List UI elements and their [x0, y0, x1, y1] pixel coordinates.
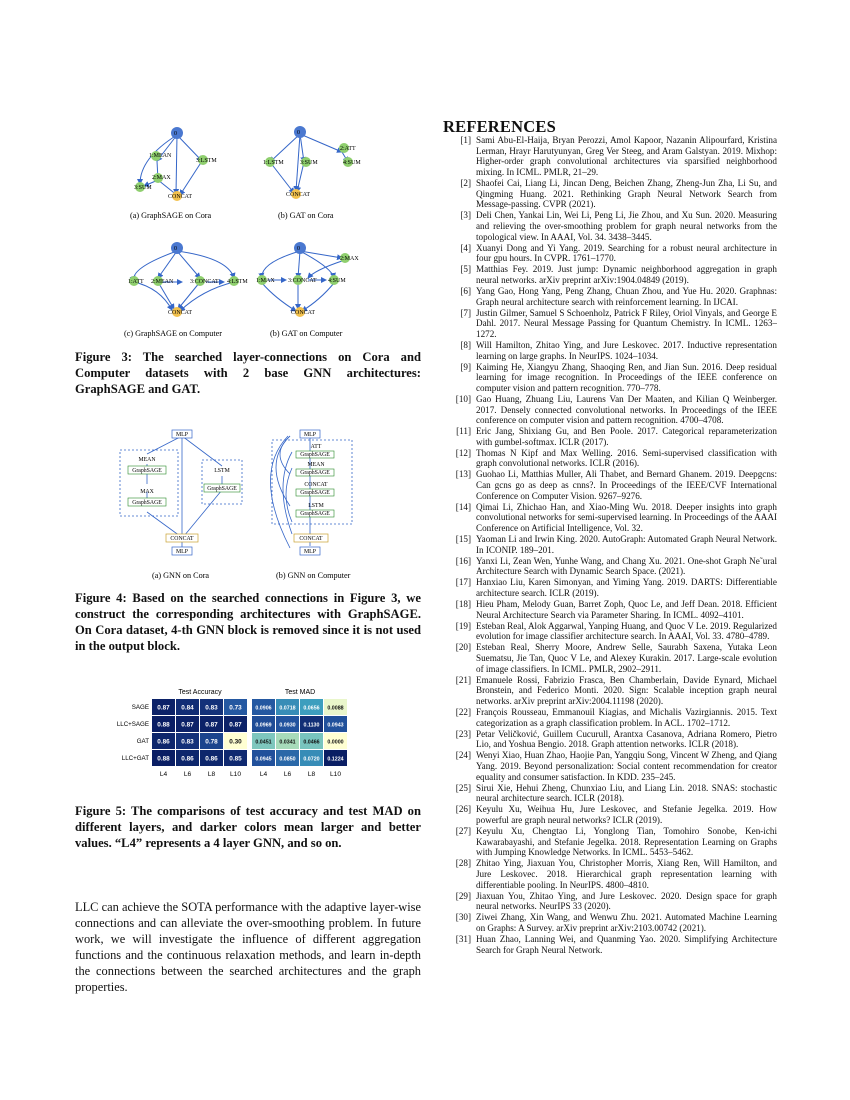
- heatmap-cell-label: 0.83: [181, 738, 194, 746]
- fig4b-concat-mid: CONCAT: [304, 482, 328, 488]
- reference-text: Matthias Fey. 2019. Just jump: Dynamic neighborhood aggregation in graph neural networks. arXiv preprint arXiv:1904.04849 (2019).: [476, 264, 777, 285]
- fig3-subcaption-c: (c) GraphSAGE on Computer: [124, 329, 223, 338]
- reference-item: [443, 621, 777, 642]
- graph-b-node-lstm: 1:LSTM: [263, 160, 284, 166]
- reference-item: [443, 469, 777, 501]
- reference-text: Gao Huang, Zhuang Liu, Laurens Van Der Maaten, and Kilian Q Weinberger. 2017. Densely connected convolutional networks. In Proceedings of the IEEE conference on computer vision and pattern recognition. 4700–4708.: [476, 393, 777, 426]
- heatmap-cell-label: 0.0341: [279, 739, 296, 746]
- reference-text: Sirui Xie, Hehui Zheng, Chunxiao Liu, and Liang Lin. 2018. SNAS: stochastic neural architecture search. ICLR (2018).: [476, 782, 777, 804]
- heatmap-cell-label: 0.0718: [279, 705, 296, 712]
- reference-number: [21]: [455, 674, 471, 685]
- reference-item: [443, 135, 777, 178]
- reference-number: [25]: [455, 782, 471, 793]
- reference-number: [4]: [460, 242, 471, 253]
- reference-text: Keyulu Xu, Chengtao Li, Yonglong Tian, Tomohiro Sonobe, Ken-ichi Kawarabayashi, and Stefanie Jegelka. 2018. Representation Learning on Graphs with Jumping Knowledge Networks. In ICML. 5453–5462.: [476, 825, 777, 858]
- reference-text: Wenyi Xiao, Huan Zhao, Haojie Pan, Yangqiu Song, Vincent W Zheng, and Qiang Yang. 2019. Beyond personalization: Social content recommendation for creator equality and consumer satisfaction. In KDD. 235–245.: [476, 750, 777, 782]
- reference-item: [443, 243, 777, 264]
- reference-item: [443, 577, 777, 598]
- reference-text: Hanxiao Liu, Karen Simonyan, and Yiming Yang. 2019. DARTS: Differentiable architecture search. ICLR (2019).: [476, 577, 777, 599]
- reference-item: [443, 394, 777, 426]
- reference-item: [443, 891, 777, 912]
- reference-text: Will Hamilton, Zhitao Ying, and Jure Leskovec. 2017. Inductive representation learning on large graphs. In NeurIPS. 1024–1034.: [476, 339, 777, 361]
- reference-item: [443, 308, 777, 340]
- fig4b-lstm: LSTM: [308, 503, 324, 509]
- reference-item: [443, 783, 777, 804]
- graph-c-node-att: 1:ATT: [128, 279, 144, 285]
- reference-item: [443, 448, 777, 469]
- heatmap-cell-label: 0.0969: [255, 722, 272, 729]
- graph-d-node-concat: CONCAT: [291, 310, 316, 316]
- heatmap-cell-label: 0.86: [205, 755, 218, 763]
- reference-item: [443, 599, 777, 620]
- reference-item: [443, 362, 777, 394]
- heatmap-row-label: GAT: [136, 738, 149, 745]
- heatmap-cell-label: 0.1130: [303, 722, 320, 729]
- heatmap-col-label: L10: [329, 771, 342, 778]
- fig4a-graphsage-1: GraphSAGE: [132, 468, 162, 474]
- graph-b-node-0: 0: [297, 130, 300, 136]
- reference-text: Guohao Li, Matthias Muller, Ali Thabet, and Bernard Ghanem. 2019. Deepgcns: Can gcns go as deep as cnns?. In Proceedings of the IEEE/CVF International Conference on Computer Vision. 9267–9276.: [476, 469, 777, 501]
- reference-number: [22]: [455, 707, 471, 717]
- graph-b-node-sum3: 3:SUM: [300, 160, 318, 166]
- graph-a-node-max: 2:MAX: [152, 175, 171, 181]
- reference-number: [12]: [455, 447, 471, 458]
- fig4a-max: MAX: [140, 489, 154, 495]
- fig4b-graphsage-2: GraphSAGE: [300, 470, 330, 476]
- fig4b-graphsage-3: GraphSAGE: [300, 490, 330, 496]
- graph-d-node-max1: 1:MAX: [256, 278, 275, 284]
- heatmap-cell-label: 0.0930: [279, 722, 296, 729]
- reference-number: [27]: [455, 825, 471, 836]
- reference-item: [443, 804, 777, 825]
- reference-text: Xuanyi Dong and Yi Yang. 2019. Searching for a robust neural architecture in four gpu hours. In CVPR. 1761–1770.: [476, 242, 777, 264]
- reference-item: [443, 286, 777, 307]
- reference-item: [443, 826, 777, 858]
- reference-text: Yanxi Li, Zean Wen, Yunhe Wang, and Chang Xu. 2021. One-shot Graph Ne˜ural Architecture Search with Dynamic Search Space. (2021).: [476, 555, 777, 577]
- reference-number: [2]: [460, 177, 471, 188]
- graph-b-node-sum4: 4:SUM: [343, 160, 361, 166]
- heatmap-cell-label: 0.1224: [327, 756, 344, 763]
- fig4-subcaption-b: (b) GNN on Computer: [276, 571, 351, 580]
- reference-item: [443, 534, 777, 555]
- fig4b-att: ATT: [310, 444, 322, 450]
- graph-a-node-mean: 1:MEAN: [149, 153, 172, 159]
- reference-number: [14]: [455, 501, 471, 512]
- heatmap-cell-label: 0.86: [157, 738, 170, 746]
- heatmap-cell-label: 0.30: [229, 738, 242, 746]
- reference-number: [1]: [460, 135, 471, 145]
- reference-item: [443, 642, 777, 674]
- reference-item: [443, 934, 777, 955]
- reference-item: [443, 858, 777, 890]
- figure-4-architectures: [112, 424, 412, 584]
- graph-d-node-0: 0: [297, 246, 300, 252]
- reference-number: [28]: [455, 858, 471, 869]
- reference-number: [23]: [455, 728, 471, 739]
- fig4-subcaption-a: (a) GNN on Cora: [152, 571, 210, 580]
- fig4a-lstm: LSTM: [214, 468, 230, 474]
- reference-number: [7]: [460, 307, 471, 318]
- fig4a-graphsage-2: GraphSAGE: [132, 500, 162, 506]
- reference-text: Hieu Pham, Melody Guan, Barret Zoph, Quoc Le, and Jeff Dean. 2018. Efficient Neural Architecture Search via Parameter Sharing. In ICML. 4092–4101.: [476, 599, 777, 620]
- reference-number: [3]: [460, 210, 471, 221]
- reference-item: [443, 340, 777, 361]
- reference-text: Sami Abu-El-Haija, Bryan Perozzi, Amol Kapoor, Nazanin Alipourfard, Kristina Lerman, Hrayr Harutyunyan, Greg Ver Steeg, and Aram Galstyan. 2019. Mixhop: Higher-order graph convolutional architectures via sparsified neighborhood mixing. In ICML. PMLR, 21–29.: [476, 135, 777, 177]
- reference-text: Ziwei Zhang, Xin Wang, and Wenwu Zhu. 2021. Automated Machine Learning on Graphs: A Survey. arXiv preprint arXiv:2103.00742 (2021).: [476, 912, 777, 933]
- heatmap-cell-label: 0.87: [229, 721, 242, 729]
- graph-a-node-concat: CONCAT: [168, 194, 193, 200]
- heatmap-cell-label: 0.0088: [327, 705, 344, 712]
- reference-text: Eric Jang, Shixiang Gu, and Ben Poole. 2017. Categorical reparameterization with gumbel-softmax. ICLR (2017).: [476, 426, 777, 447]
- reference-number: [17]: [455, 577, 471, 588]
- reference-number: [9]: [460, 361, 471, 372]
- reference-text: Huan Zhao, Lanning Wei, and Quanming Yao. 2020. Simplifying Architecture Search for Graph Neural Network.: [476, 933, 777, 955]
- heatmap-cell-label: 0.86: [181, 755, 194, 763]
- fig4a-mean: MEAN: [138, 457, 156, 463]
- heatmap-col-label: L8: [307, 771, 316, 778]
- heatmap-cell-label: 0.87: [157, 704, 170, 712]
- graph-d-node-sum: 4:SUM: [328, 278, 346, 284]
- reference-item: [443, 912, 777, 933]
- heatmap-cell-label: 0.88: [157, 755, 170, 763]
- reference-text: Thomas N Kipf and Max Welling. 2016. Semi-supervised classification with graph convolutional networks. ICLR (2016).: [476, 447, 777, 469]
- figure-5-heatmaps: [108, 685, 408, 795]
- graph-c-node-concat: CONCAT: [168, 310, 193, 316]
- heatmap-row-label: SAGE: [131, 704, 149, 711]
- reference-text: Keyulu Xu, Weihua Hu, Jure Leskovec, and Stefanie Jegelka. 2019. How powerful are graph neural networks? ICLR (2019).: [476, 804, 777, 825]
- heatmap-col-label: L4: [259, 771, 268, 778]
- reference-number: [31]: [455, 933, 471, 944]
- heatmap-cell-label: 0.0945: [255, 756, 272, 763]
- heatmap-cell-label: 0.0720: [303, 756, 320, 763]
- reference-number: [19]: [455, 620, 471, 631]
- heatmap-row-label: LLC+GAT: [121, 755, 149, 762]
- heatmap-col-label: L6: [283, 771, 292, 778]
- reference-text: Esteban Real, Sherry Moore, Andrew Selle, Saurabh Saxena, Yutaka Leon Suematsu, Jie Tan, Quoc V Le, and Alexey Kurakin. 2017. Large-scale evolution of image classifiers. In ICML. PMLR, 2902–2911.: [476, 642, 777, 674]
- figure-4-caption: Figure 4: Based on the searched connections in Figure 3, we construct the corresponding architectures with GraphSAGE. On Cora dataset, 4-th GNN block is removed since it is not used in the output block.: [75, 591, 421, 653]
- fig3-subcaption-b: (b) GAT on Cora: [278, 211, 334, 220]
- heatmap-cell-label: 0.0906: [255, 705, 272, 712]
- reference-text: Jiaxuan You, Zhitao Ying, and Jure Leskovec. 2020. Design space for graph neural networks. NeurIPS 33 (2020).: [476, 890, 777, 912]
- heatmap-col-label: L8: [207, 771, 216, 778]
- reference-text: Deli Chen, Yankai Lin, Wei Li, Peng Li, Jie Zhou, and Xu Sun. 2020. Measuring and relieving the over-smoothing problem for graph neural networks from the topological view. In AAAI, Vol. 34. 3438–3445.: [476, 210, 777, 242]
- heatmap-title: Test Accuracy: [178, 689, 222, 696]
- reference-text: Shaofei Cai, Liang Li, Jincan Deng, Beichen Zhang, Zheng-Jun Zha, Li Su, and Qingming Huang. 2021. Rethinking Graph Neural Network Search from Message-passing. CVPR (2021).: [476, 177, 777, 210]
- heatmap-cell-label: 0.78: [205, 738, 218, 746]
- reference-text: Yaoman Li and Irwin King. 2020. AutoGraph: Automated Graph Neural Network. In ICONIP. 189–201.: [476, 534, 777, 555]
- figure-3-graphs: [110, 118, 420, 343]
- heatmap-col-label: L4: [159, 771, 168, 778]
- graph-c-node-mean: 2:MEAN: [151, 279, 174, 285]
- reference-text: Emanuele Rossi, Fabrizio Frasca, Ben Chamberlain, Davide Eynard, Michael Bronstein, and Federico Monti. 2020. Sign: Scalable inception graph neural networks. arXiv preprint arXiv:2004.11198 (2020).: [476, 674, 777, 706]
- graph-b-node-att: 2:ATT: [340, 146, 356, 152]
- conclusion-paragraph: LLC can achieve the SOTA performance with the adaptive layer-wise connections and can alleviate the over-smoothing problem. In future work, we will investigate the influence of different aggregation functions and the continuous relaxation methods, and learn in-depth the connections between the searched architectures and the graph properties.: [75, 900, 421, 994]
- reference-number: [30]: [455, 912, 471, 923]
- reference-number: [18]: [455, 599, 471, 610]
- graph-a-node-sum: 3:SUM: [134, 185, 152, 191]
- reference-number: [10]: [455, 393, 471, 404]
- heatmap-title: Test MAD: [284, 689, 316, 696]
- reference-number: [20]: [455, 642, 471, 653]
- reference-number: [6]: [460, 285, 471, 296]
- fig3-subcaption-a: (a) GraphSAGE on Cora: [130, 211, 212, 220]
- reference-number: [24]: [455, 750, 471, 761]
- heatmap-cell-label: 0.0000: [327, 739, 344, 746]
- reference-number: [29]: [455, 890, 471, 901]
- reference-number: [16]: [455, 555, 471, 566]
- graph-d-node-concat3: 3:CONCAT: [288, 278, 317, 284]
- heatmap-cell-label: 0.0943: [327, 722, 344, 729]
- heatmap-cell-label: 0.88: [157, 721, 170, 729]
- graph-b-node-concat: CONCAT: [286, 192, 311, 198]
- reference-item: [443, 707, 777, 728]
- reference-item: [443, 210, 777, 242]
- fig4b-mlp-bottom: MLP: [304, 549, 316, 555]
- reference-text: Esteban Real, Alok Aggarwal, Yanping Huang, and Quoc V Le. 2019. Regularized evolution for image classifier architecture search. In AAAI, Vol. 33. 4780–4789.: [476, 620, 777, 642]
- reference-item: [443, 178, 777, 210]
- reference-text: Petar Veličković, Guillem Cucurull, Arantxa Casanova, Adriana Romero, Pietro Lio, and Yoshua Bengio. 2018. Graph attention networks. ICLR (2018).: [476, 728, 777, 750]
- fig4b-concat: CONCAT: [299, 536, 323, 542]
- reference-number: [11]: [456, 426, 471, 437]
- heatmap-cell-label: 0.0850: [279, 756, 296, 763]
- fig4a-graphsage-3: GraphSAGE: [207, 486, 237, 492]
- heatmap-cell-label: 0.0451: [255, 739, 272, 746]
- heatmap-cell-label: 0.73: [229, 704, 242, 712]
- heatmap-cell-label: 0.83: [205, 704, 218, 712]
- heatmap-col-label: L6: [183, 771, 192, 778]
- reference-text: Justin Gilmer, Samuel S Schoenholz, Patrick F Riley, Oriol Vinyals, and George E Dahl. 2017. Neural Message Passing for Quantum Chemistry. In ICML. 1263–1272.: [476, 307, 777, 339]
- fig4a-mlp-top: MLP: [176, 432, 188, 438]
- reference-item: [443, 675, 777, 707]
- reference-text: François Rousseau, Emmanouil Kiagias, and Michalis Vazirgiannis. 2015. Text categorization as a graph classification problem. In ACL. 1702–1712.: [476, 707, 777, 728]
- reference-number: [8]: [460, 339, 471, 350]
- fig4a-mlp-bottom: MLP: [176, 549, 188, 555]
- figure-5-caption: Figure 5: The comparisons of test accuracy and test MAD on different layers, and darker colors mean larger and better values. “L4” represents a 4 layer GNN, and so on.: [75, 804, 421, 850]
- fig4b-mlp-top: MLP: [304, 432, 316, 438]
- graph-c-node-concat3: 3:CONCAT: [190, 279, 219, 285]
- graph-a-node-0: 0: [174, 131, 177, 137]
- fig3-subcaption-d: (b) GAT on Computer: [270, 329, 343, 338]
- reference-item: [443, 556, 777, 577]
- reference-number: [26]: [455, 804, 471, 815]
- heatmap-col-label: L10: [229, 771, 242, 778]
- heatmap-cell-label: 0.0656: [303, 705, 320, 712]
- fig4b-graphsage-4: GraphSAGE: [300, 511, 330, 517]
- heatmap-cell-label: 0.0466: [303, 739, 320, 746]
- references-heading: REFERENCES: [443, 117, 556, 136]
- figure-3-caption: Figure 3: The searched layer-connections on Cora and Computer datasets with 2 base GNN architectures: GraphSAGE and GAT.: [75, 350, 421, 396]
- heatmap-cell-label: 0.84: [181, 704, 194, 712]
- graph-c-node-lstm: 4:LSTM: [227, 279, 248, 285]
- reference-number: [5]: [460, 264, 471, 275]
- fig4b-graphsage-1: GraphSAGE: [300, 452, 330, 458]
- reference-item: [443, 502, 777, 534]
- heatmap-cell-label: 0.87: [205, 721, 218, 729]
- reference-text: Zhitao Ying, Jiaxuan You, Christopher Morris, Xiang Ren, Will Hamilton, and Jure Leskovec. 2018. Hierarchical graph representation learning with differentiable pooling. In NeurIPS. 4800–4810.: [476, 858, 777, 890]
- heatmap-cell-label: 0.87: [181, 721, 194, 729]
- reference-item: [443, 750, 777, 782]
- references-list: [443, 135, 777, 956]
- graph-d-node-max2: 2:MAX: [340, 256, 359, 262]
- reference-text: Kaiming He, Xiangyu Zhang, Shaoqing Ren, and Jian Sun. 2016. Deep residual learning for image recognition. In Proceedings of the IEEE conference on computer vision and pattern recognition. 770–778.: [476, 361, 777, 393]
- reference-number: [15]: [455, 534, 471, 545]
- reference-text: Yang Gao, Hong Yang, Peng Zhang, Chuan Zhou, and Yue Hu. 2020. Graphnas: Graph neural architecture search with reinforcement learning. In IJCAI.: [476, 285, 777, 307]
- reference-item: [443, 426, 777, 447]
- fig4b-mean: MEAN: [307, 462, 325, 468]
- reference-item: [443, 729, 777, 750]
- heatmap-row-label: LLC+SAGE: [116, 721, 149, 728]
- graph-c-node-0: 0: [174, 246, 177, 252]
- graph-a-node-lstm: 3:LSTM: [196, 158, 217, 164]
- reference-number: [13]: [455, 469, 471, 480]
- reference-text: Qimai Li, Zhichao Han, and Xiao-Ming Wu. 2018. Deeper insights into graph convolutional networks for semi-supervised learning. In Proceedings of the AAAI Conference on Artificial Intelligence, Vol. 32.: [476, 501, 777, 534]
- fig4a-concat: CONCAT: [170, 536, 194, 542]
- heatmap-cell-label: 0.85: [229, 755, 242, 763]
- reference-item: [443, 264, 777, 285]
